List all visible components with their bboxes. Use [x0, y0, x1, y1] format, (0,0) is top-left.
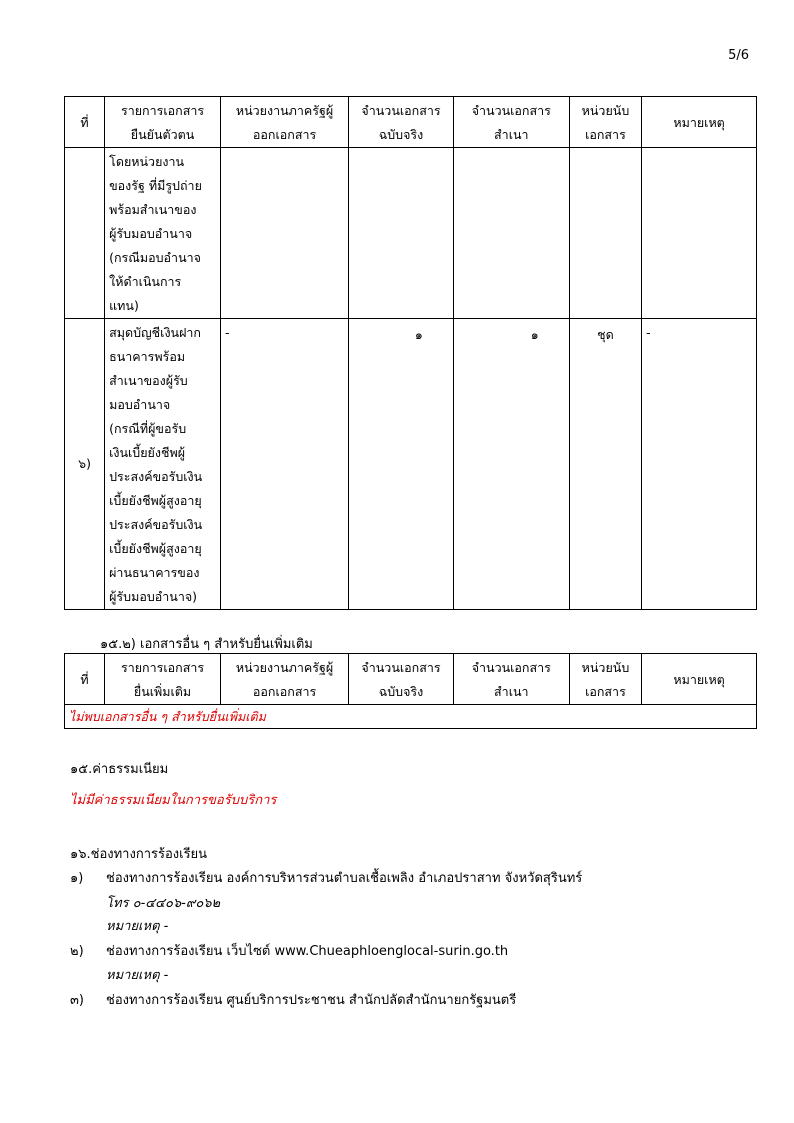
header-agency: หน่วยงานภาครัฐผู้ ออกเอกสาร: [220, 97, 348, 148]
header-no: ที่: [65, 654, 105, 705]
cell-document: สมุดบัญชีเงินฝาก ธนาคารพร้อม สำเนาของผู้รับ มอบอำนาจ (กรณีที่ผู้ขอรับ เงินเบี้ยยังชีพผู้ ประสงค์ขอรับเงิน เบี้ยยังชีพผู้สูงอายุ ประสงค์ขอรับเงิน เบี้ยยังชีพผู้สูงอายุ ผ่านธนาคารของ ผู้รับมอบอำนาจ): [105, 319, 221, 610]
cell-original: [349, 148, 454, 319]
page-number: 5/6: [728, 48, 749, 63]
header-no: ที่: [65, 97, 105, 148]
header-unit: หน่วยนับ เอกสาร: [569, 97, 641, 148]
header-document: รายการเอกสาร ยืนยันตัวตน: [105, 97, 221, 148]
header-remark: หมายเหตุ: [642, 97, 757, 148]
cell-unit: ชุด: [569, 319, 641, 610]
cell-agency: -: [220, 319, 348, 610]
cell-copies: ๑: [453, 319, 569, 610]
required-documents-table: [64, 96, 757, 610]
cell-original: ๑: [349, 319, 454, 610]
fee-title: ๑๕.ค่าธรรมเนียม: [70, 762, 169, 777]
complaint-remark: หมายเหตุ -: [106, 919, 169, 934]
cell-unit: [569, 148, 641, 319]
header-remark: หมายเหตุ: [642, 654, 757, 705]
header-original: จำนวนเอกสาร ฉบับจริง: [349, 654, 454, 705]
cell-remark: -: [642, 319, 757, 610]
complaint-remark: หมายเหตุ -: [106, 968, 169, 983]
header-original: จำนวนเอกสาร ฉบับจริง: [349, 97, 454, 148]
table-row: [65, 319, 757, 610]
additional-documents-table: [64, 653, 757, 729]
header-agency: หน่วยงานภาครัฐผู้ ออกเอกสาร: [220, 654, 348, 705]
complaint-item: [70, 989, 516, 1010]
complaint-number: ๒): [70, 944, 84, 959]
complaint-title: ๑๖.ช่องทางการร้องเรียน: [70, 847, 208, 862]
header-copies: จำนวนเอกสาร สำเนา: [453, 97, 569, 148]
cell-no: ๖): [65, 319, 105, 610]
section-15-2-title: ๑๕.๒) เอกสารอื่น ๆ สำหรับยื่นเพิ่มเติม: [100, 637, 313, 652]
cell-no: [65, 148, 105, 319]
table-row: [65, 148, 757, 319]
complaint-item: [70, 940, 508, 961]
complaint-text: ช่องทางการร้องเรียน องค์การบริหารส่วนตำบลเชื้อเพลิง อำเภอปราสาท จังหวัดสุรินทร์: [106, 871, 583, 886]
cell-document: โดยหน่วยงาน ของรัฐ ที่มีรูปถ่าย พร้อมสำเนาของ ผู้รับมอบอำนาจ (กรณีมอบอำนาจ ให้ดำเนินการ แทน): [105, 148, 221, 319]
no-other-docs-note: ไม่พบเอกสารอื่น ๆ สำหรับยื่นเพิ่มเติม: [65, 705, 757, 729]
complaint-number: ๑): [70, 871, 84, 886]
fee-text: ไม่มีค่าธรรมเนียมในการขอรับบริการ: [70, 793, 277, 808]
complaint-phone: โทร ๐-๔๔๐๖-๙๐๖๒: [106, 896, 221, 911]
complaint-number: ๓): [70, 993, 84, 1008]
cell-remark: [642, 148, 757, 319]
header-unit: หน่วยนับ เอกสาร: [569, 654, 641, 705]
table-header-row: [65, 97, 757, 148]
complaint-text: ช่องทางการร้องเรียน เว็บไซต์ www.Chueaphloenglocal-surin.go.th: [106, 944, 509, 959]
complaint-text: ช่องทางการร้องเรียน ศูนย์บริการประชาชน สำนักปลัดสำนักนายกรัฐมนตรี: [106, 993, 517, 1008]
cell-agency: [220, 148, 348, 319]
header-copies: จำนวนเอกสาร สำเนา: [453, 654, 569, 705]
cell-copies: [453, 148, 569, 319]
table-header-row: [65, 654, 757, 705]
header-document: รายการเอกสาร ยื่นเพิ่มเติม: [105, 654, 221, 705]
table-row: [65, 705, 757, 729]
complaint-item: [70, 867, 582, 888]
